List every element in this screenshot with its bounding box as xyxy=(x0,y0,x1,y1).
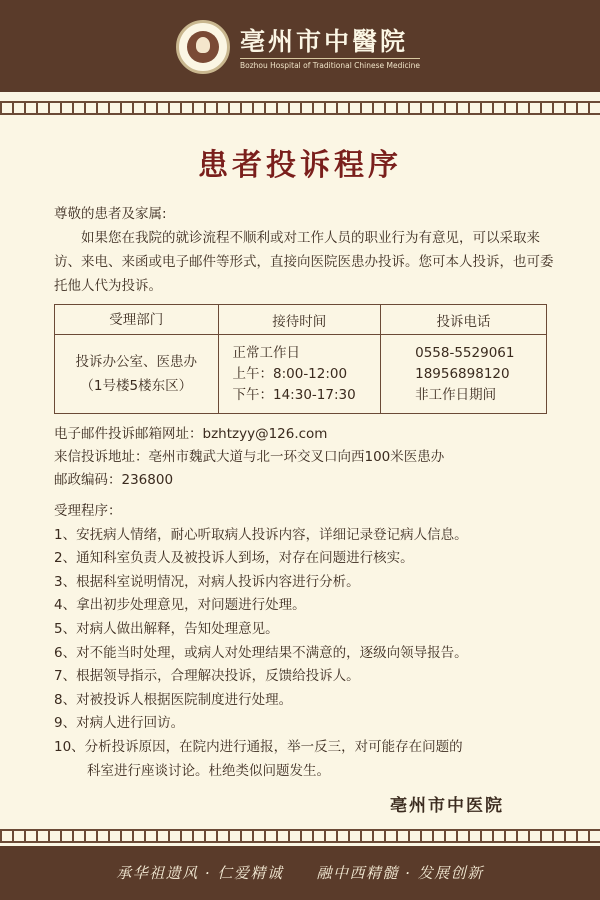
phone-landline: 0558-5529061 xyxy=(415,344,515,361)
hospital-emblem-icon xyxy=(176,20,230,74)
postcode-line: 邮政编码：236800 xyxy=(54,472,174,488)
table-header-hours: 接待时间 xyxy=(218,305,381,335)
hours-cell xyxy=(218,335,381,414)
page-title: 患者投诉程序 xyxy=(198,148,402,183)
phone-offhours-note: 非工作日期间 xyxy=(415,386,497,403)
department-cell xyxy=(55,335,219,414)
procedure-step: 6、对不能当时处理，或病人对处理结果不满意的，逐级向领导报告。 xyxy=(54,644,468,661)
procedure-step: 10、分析投诉原因，在院内进行通报，举一反三，对可能存在问题的 xyxy=(54,738,463,755)
salutation: 尊敬的患者及家属: xyxy=(54,206,167,222)
signature: 亳州市中医院 xyxy=(390,796,504,816)
intro-section xyxy=(54,202,554,298)
complaint-contact-table xyxy=(54,304,547,414)
procedure-step: 5、对病人做出解释，告知处理意见。 xyxy=(54,620,279,637)
procedure-heading: 受理程序： xyxy=(54,503,122,519)
table-header-department: 受理部门 xyxy=(55,305,219,335)
procedure-step: 1、安抚病人情绪，耐心听取病人投诉内容，详细记录登记病人信息。 xyxy=(54,526,468,543)
procedure-step: 9、对病人进行回访。 xyxy=(54,715,185,732)
address-line: 来信投诉地址：亳州市魏武大道与北一环交叉口向西100米医患办 xyxy=(54,449,445,465)
hospital-logo xyxy=(176,18,436,76)
hospital-name-cn: 亳州市中醫院 xyxy=(240,27,409,56)
hours-afternoon: 下午：14:30-17:30 xyxy=(232,386,356,403)
procedure-step-continued: 科室进行座谈讨论。杜绝类似问题发生。 xyxy=(87,762,330,779)
footer-slogan: 承华祖遗风 · 仁爱精诚 融中西精髓 · 发展创新 xyxy=(116,864,484,882)
procedure-step: 7、根据领导指示，合理解决投诉，反馈给投诉人。 xyxy=(54,668,360,685)
procedure-step: 3、根据科室说明情况，对病人投诉内容进行分析。 xyxy=(54,573,360,590)
intro-paragraph: 如果您在我院的就诊流程不顺利或对工作人员的职业行为有意见，可以采取来访、来电、来函或电子邮件等形式，直接向医院医患办投诉。您可本人投诉，也可委托他人代为投诉。 xyxy=(54,230,554,294)
procedure-step: 4、拿出初步处理意见，对问题进行处理。 xyxy=(54,597,306,614)
header-banner xyxy=(0,0,600,92)
contact-info xyxy=(54,423,554,492)
hospital-name-en: Bozhou Hospital of Traditional Chinese Medicine xyxy=(240,58,420,70)
table-header-phone: 投诉电话 xyxy=(381,305,547,335)
phone-mobile: 18956898120 xyxy=(415,365,510,382)
email-line: 电子邮件投诉邮箱网址：bzhtzyy@126.com xyxy=(54,426,328,442)
hours-workday: 正常工作日 xyxy=(232,344,300,361)
procedure-step: 8、对被投诉人根据医院制度进行处理。 xyxy=(54,691,293,708)
procedure-section xyxy=(54,500,574,783)
department-name: 投诉办公室、医患办 xyxy=(75,354,197,370)
hours-morning: 上午：8:00-12:00 xyxy=(232,365,348,382)
department-location: （1号楼5楼东区） xyxy=(80,378,193,394)
procedure-step: 2、通知科室负责人及被投诉人到场，对存在问题进行核实。 xyxy=(54,550,414,567)
phone-cell xyxy=(381,335,547,414)
footer-banner xyxy=(0,846,600,900)
decorative-border-top xyxy=(0,101,600,115)
decorative-border-bottom xyxy=(0,829,600,843)
